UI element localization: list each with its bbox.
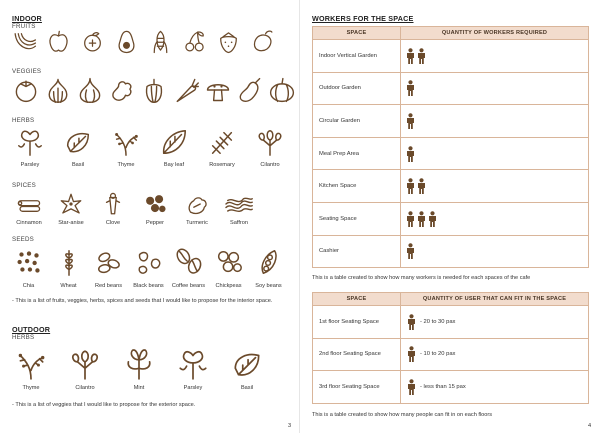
veggies-heading: VEGGIES bbox=[12, 68, 42, 75]
item-bay-leaf bbox=[154, 124, 194, 168]
item-basil bbox=[58, 124, 98, 168]
outdoor-herbs-heading: HERBS bbox=[12, 334, 35, 341]
workers-table-header-space: SPACE bbox=[313, 27, 401, 40]
item-label: Bay leaf bbox=[163, 162, 185, 168]
capacity-table-row bbox=[313, 306, 589, 339]
coffee-icon bbox=[174, 243, 204, 281]
workers-table-caption: This is a table created to show how many workers is needed for each spaces of the cafe bbox=[312, 275, 531, 281]
spices-row bbox=[10, 190, 258, 226]
item-label: Chia bbox=[22, 283, 35, 289]
strawberry-icon bbox=[216, 29, 241, 54]
item-label: Thyme bbox=[22, 385, 40, 391]
workers-count bbox=[401, 137, 589, 170]
soybeans-icon bbox=[254, 243, 284, 281]
item-wheat bbox=[50, 243, 87, 289]
item-clove bbox=[94, 190, 132, 226]
item-label: Mint bbox=[133, 385, 145, 391]
item-coffee-beans bbox=[170, 243, 207, 289]
cilantro-icon bbox=[68, 345, 102, 383]
worker-icon bbox=[406, 211, 415, 227]
worker-icon bbox=[407, 379, 416, 395]
space-name: Cashier bbox=[313, 235, 401, 268]
workers-table-row bbox=[313, 40, 589, 73]
capacity-table-row bbox=[313, 371, 589, 404]
staranise-icon bbox=[58, 190, 84, 218]
capacity-cell bbox=[401, 338, 589, 371]
outdoor-heading: OUTDOOR bbox=[12, 325, 51, 334]
workers-table-row bbox=[313, 202, 589, 235]
worker-icon bbox=[406, 48, 415, 64]
item-label: Pepper bbox=[145, 220, 165, 226]
workers-count bbox=[401, 40, 589, 73]
workers-table-row bbox=[313, 105, 589, 138]
item-rosemary bbox=[202, 124, 242, 168]
item-parsley bbox=[172, 345, 214, 391]
workers-table-header-quantity: QUANTITY OF WORKERS REQUIRED bbox=[401, 27, 589, 40]
cinnamon-icon bbox=[16, 190, 42, 218]
capacity-table-caption: This is a table created to show how many people can fit in on each floors bbox=[312, 412, 493, 418]
redbeans-icon bbox=[94, 243, 124, 281]
workers-table-row bbox=[313, 137, 589, 170]
item-label: Chickpeas bbox=[215, 283, 242, 289]
capacity-table-header-space: SPACE bbox=[313, 293, 401, 306]
garlic-icon bbox=[44, 76, 72, 104]
item-star-anise bbox=[52, 190, 90, 226]
apple-icon bbox=[46, 29, 71, 54]
item-label: Cinnamon bbox=[16, 220, 42, 226]
worker-icon bbox=[417, 48, 426, 64]
space-name: Meal Prep Area bbox=[313, 137, 401, 170]
space-name: Indoor Vertical Garden bbox=[313, 40, 401, 73]
capacity-cell bbox=[401, 371, 589, 404]
item-label: Saffron bbox=[230, 220, 248, 226]
item-label: Thyme bbox=[117, 162, 135, 168]
cherries-icon bbox=[182, 29, 207, 54]
item-thyme bbox=[106, 124, 146, 168]
item-label: Black beans bbox=[133, 283, 164, 289]
worker-icon bbox=[417, 211, 426, 227]
worker-icon bbox=[417, 178, 426, 194]
space-name: Circular Garden bbox=[313, 105, 401, 138]
workers-table bbox=[312, 26, 589, 268]
avocado-icon bbox=[114, 29, 139, 54]
worker-icon bbox=[406, 178, 415, 194]
seeds-row bbox=[10, 243, 287, 289]
space-name: Kitchen Space bbox=[313, 170, 401, 203]
item-label: Soy beans bbox=[255, 283, 282, 289]
cilantro-icon bbox=[255, 124, 285, 160]
space-name: 1st floor Seating Space bbox=[313, 306, 401, 339]
capacity-cell bbox=[401, 306, 589, 339]
item-label: Parsley bbox=[183, 385, 203, 391]
mushroom-icon bbox=[204, 76, 232, 104]
item-label: Star-anise bbox=[58, 220, 84, 226]
item-label: Basil bbox=[240, 385, 254, 391]
item-cinnamon bbox=[10, 190, 48, 226]
herbs-row bbox=[10, 124, 290, 168]
item-black-beans bbox=[130, 243, 167, 289]
worker-icon bbox=[407, 314, 416, 330]
right-page bbox=[300, 0, 600, 433]
item-label: Clove bbox=[105, 220, 121, 226]
ginger-icon bbox=[108, 76, 136, 104]
workers-heading: WORKERS FOR THE SPACE bbox=[312, 14, 414, 23]
item-chickpeas bbox=[210, 243, 247, 289]
pepper-icon bbox=[140, 76, 168, 104]
workers-table-row bbox=[313, 170, 589, 203]
item-label: Cilantro bbox=[75, 385, 95, 391]
basil-icon bbox=[63, 124, 93, 160]
workers-table-row bbox=[313, 72, 589, 105]
seeds-heading: SEEDS bbox=[12, 236, 34, 243]
capacity-table-header-quantity: QUANTITY OF USER THAT CAN FIT IN THE SPACE bbox=[401, 293, 589, 306]
mint-icon bbox=[122, 345, 156, 383]
item-label: Turmeric bbox=[186, 220, 208, 226]
fruits-heading: FRUITS bbox=[12, 23, 36, 30]
item-pepper bbox=[136, 190, 174, 226]
item-red-beans bbox=[90, 243, 127, 289]
item-basil bbox=[226, 345, 268, 391]
item-turmeric bbox=[178, 190, 216, 226]
capacity-table bbox=[312, 292, 589, 404]
capacity-range: - less than 15 pax bbox=[420, 383, 466, 390]
veggies-row bbox=[12, 76, 296, 104]
item-mint bbox=[118, 345, 160, 391]
workers-count bbox=[401, 235, 589, 268]
workers-count bbox=[401, 170, 589, 203]
parsley-icon bbox=[176, 345, 210, 383]
workers-count bbox=[401, 105, 589, 138]
space-name: Seating Space bbox=[313, 202, 401, 235]
spices-heading: SPICES bbox=[12, 182, 36, 189]
corn-icon bbox=[148, 29, 173, 54]
workers-count bbox=[401, 72, 589, 105]
blackbeans-icon bbox=[134, 243, 164, 281]
eggplant-icon bbox=[236, 76, 264, 104]
rosemary-icon bbox=[207, 124, 237, 160]
space-name: Outdoor Garden bbox=[313, 72, 401, 105]
item-soy-beans bbox=[250, 243, 287, 289]
page-number-right: 4 bbox=[588, 423, 592, 429]
workers-count bbox=[401, 202, 589, 235]
item-label: Rosemary bbox=[209, 162, 235, 168]
item-label: Basil bbox=[71, 162, 85, 168]
herbs-heading: HERBS bbox=[12, 117, 35, 124]
space-name: 2nd floor Seating Space bbox=[313, 338, 401, 371]
indoor-note: - This is a list of fruits, veggies, herbs, spices and seeds that I would like to propose for the interior space. bbox=[12, 298, 273, 304]
banana-icon bbox=[12, 29, 37, 54]
parsley-icon bbox=[15, 124, 45, 160]
item-thyme bbox=[10, 345, 52, 391]
bayleaf-icon bbox=[159, 124, 189, 160]
outdoor-herbs-row bbox=[10, 345, 268, 391]
capacity-range: - 10 to 20 pax bbox=[420, 351, 456, 358]
worker-icon bbox=[407, 346, 416, 362]
item-parsley bbox=[10, 124, 50, 168]
worker-icon bbox=[406, 146, 415, 162]
capacity-table-row bbox=[313, 338, 589, 371]
item-cilantro bbox=[250, 124, 290, 168]
item-label: Wheat bbox=[60, 283, 77, 289]
workers-table-row bbox=[313, 235, 589, 268]
worker-icon bbox=[406, 113, 415, 129]
thyme-icon bbox=[14, 345, 48, 383]
saffron-icon bbox=[217, 190, 261, 218]
orange-icon bbox=[80, 29, 105, 54]
worker-icon bbox=[406, 243, 415, 259]
carrot-icon bbox=[172, 76, 200, 104]
item-label: Cilantro bbox=[260, 162, 280, 168]
item-label: Coffee beans bbox=[171, 283, 206, 289]
onion-icon bbox=[76, 76, 104, 104]
worker-icon bbox=[406, 80, 415, 96]
item-cilantro bbox=[64, 345, 106, 391]
pumpkin-icon bbox=[268, 76, 296, 104]
space-name: 3rd floor Seating Space bbox=[313, 371, 401, 404]
fruits-row bbox=[12, 29, 275, 54]
chia-icon bbox=[14, 243, 44, 281]
wheat-icon bbox=[54, 243, 84, 281]
tomato-icon bbox=[12, 76, 40, 104]
capacity-range: - 20 to 30 pax bbox=[420, 318, 456, 325]
indoor-heading: INDOOR bbox=[12, 14, 42, 23]
blackpepper-icon bbox=[142, 190, 168, 218]
mango-icon bbox=[250, 29, 275, 54]
worker-icon bbox=[428, 211, 437, 227]
basil-icon bbox=[230, 345, 264, 383]
turmeric-icon bbox=[184, 190, 210, 218]
item-chia bbox=[10, 243, 47, 289]
page-number-left: 3 bbox=[288, 423, 292, 429]
chickpeas-icon bbox=[214, 243, 244, 281]
thyme-icon bbox=[111, 124, 141, 160]
outdoor-note: - This is a list of veggies that I would like to propose for the exterior space. bbox=[12, 402, 196, 408]
item-label: Red beans bbox=[94, 283, 123, 289]
item-saffron bbox=[220, 190, 258, 226]
clove-icon bbox=[100, 190, 126, 218]
item-label: Parsley bbox=[20, 162, 40, 168]
